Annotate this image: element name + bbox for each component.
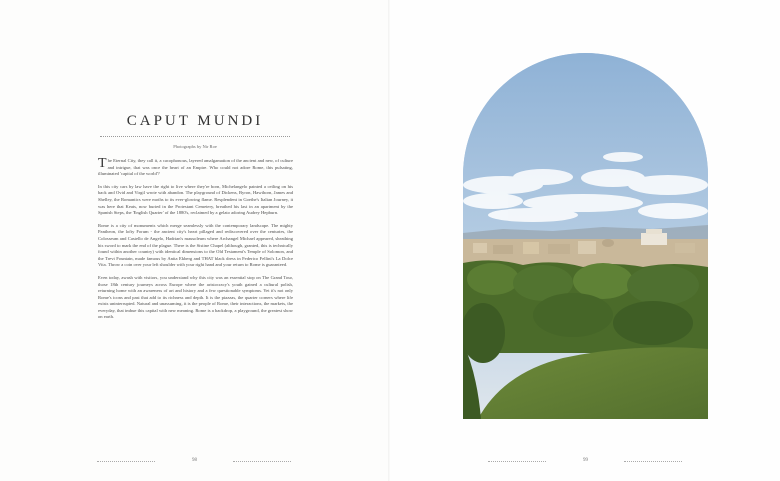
drop-cap: T — [98, 156, 107, 171]
page-number-right: 99 — [583, 458, 588, 463]
left-page — [0, 0, 389, 481]
paragraph-1-text: he Eternal City, they call it, a cacophonous, layered amalgamation of the ancient and new, of culture and intrigue, that was once the heart of an Empire. Who could not adore Rome, this pulsating, illuminated 'capital of the world'? — [98, 158, 293, 177]
arched-photo — [463, 53, 708, 419]
footer-divider-left — [488, 461, 546, 462]
rome-skyline-illustration — [463, 53, 708, 419]
footer-divider-right — [233, 461, 291, 462]
photo-credit: Photographs by Nir Roe — [173, 144, 217, 149]
paragraph-1 — [98, 158, 293, 178]
article-body — [98, 158, 293, 327]
paragraph-4: Even today, awash with visitors, you understand why this city was an essential stop on The Grand Tour, those 18th century journeys across Europe where the aristocracy's youth gained a cultural polish, returning home with an awareness of art and history and a few questionable symptoms. Yet it's not only Rome's icons and past that add to its richness and depth. It is the piazzas, the quarter corners where life exists uninterrupted. Natural and unassuming, it is the people of Rome, their interactions, the markets, the everyday, that imbue this capital with new meaning. Rome is a backdrop, a playground, the greatest show on earth. — [98, 274, 293, 320]
footer-divider-left — [97, 461, 155, 462]
page-number-left: 98 — [192, 458, 197, 463]
paragraph-2: In this city cars by law have the right to live where they're born, Michelangelo painted a ceiling on his back and Ovid and Virgil wrote with abandon. The playground of Dickens, Byron, Hawthorn, James and Shelley, the Romantics were moths to its ever-glowing flame. Resplendent in Goethe's Italian Journey, it was here that Keats, now buried in the Protestant Cemetery, breathed his last in an apartment by the Spanish Steps, the 'English Quarter' of the 1880's, reclaimed by a gelato adoring Audrey Hepburn. — [98, 183, 293, 216]
footer-divider-right — [624, 461, 682, 462]
article-title: CAPUT MUNDI — [126, 113, 264, 129]
paragraph-3: Rome is a city of monuments which merge seamlessly with the contemporary landscape. The mighty Pantheon, the lofty Forum - the ancient city's heart pillaged and rediscovered over the centuries, the Colosseum and Castello de Angelo, Hadrian's mausoleum where Archangel Michael appeared, sheathing his sword to mark the end of the plague. There is the Sistine Chapel (although, granted, this is technically found within another country) with identical dimensions to the Old Testament's Temple of Solomon, and the Trevi Fountain, made famous by Anita Ekberg and THAT black dress in Federico Fellini's La Dolce Vita. Throw a coin over your left shoulder with your right hand and your return to Rome is guaranteed. — [98, 222, 293, 268]
title-divider — [100, 136, 290, 137]
